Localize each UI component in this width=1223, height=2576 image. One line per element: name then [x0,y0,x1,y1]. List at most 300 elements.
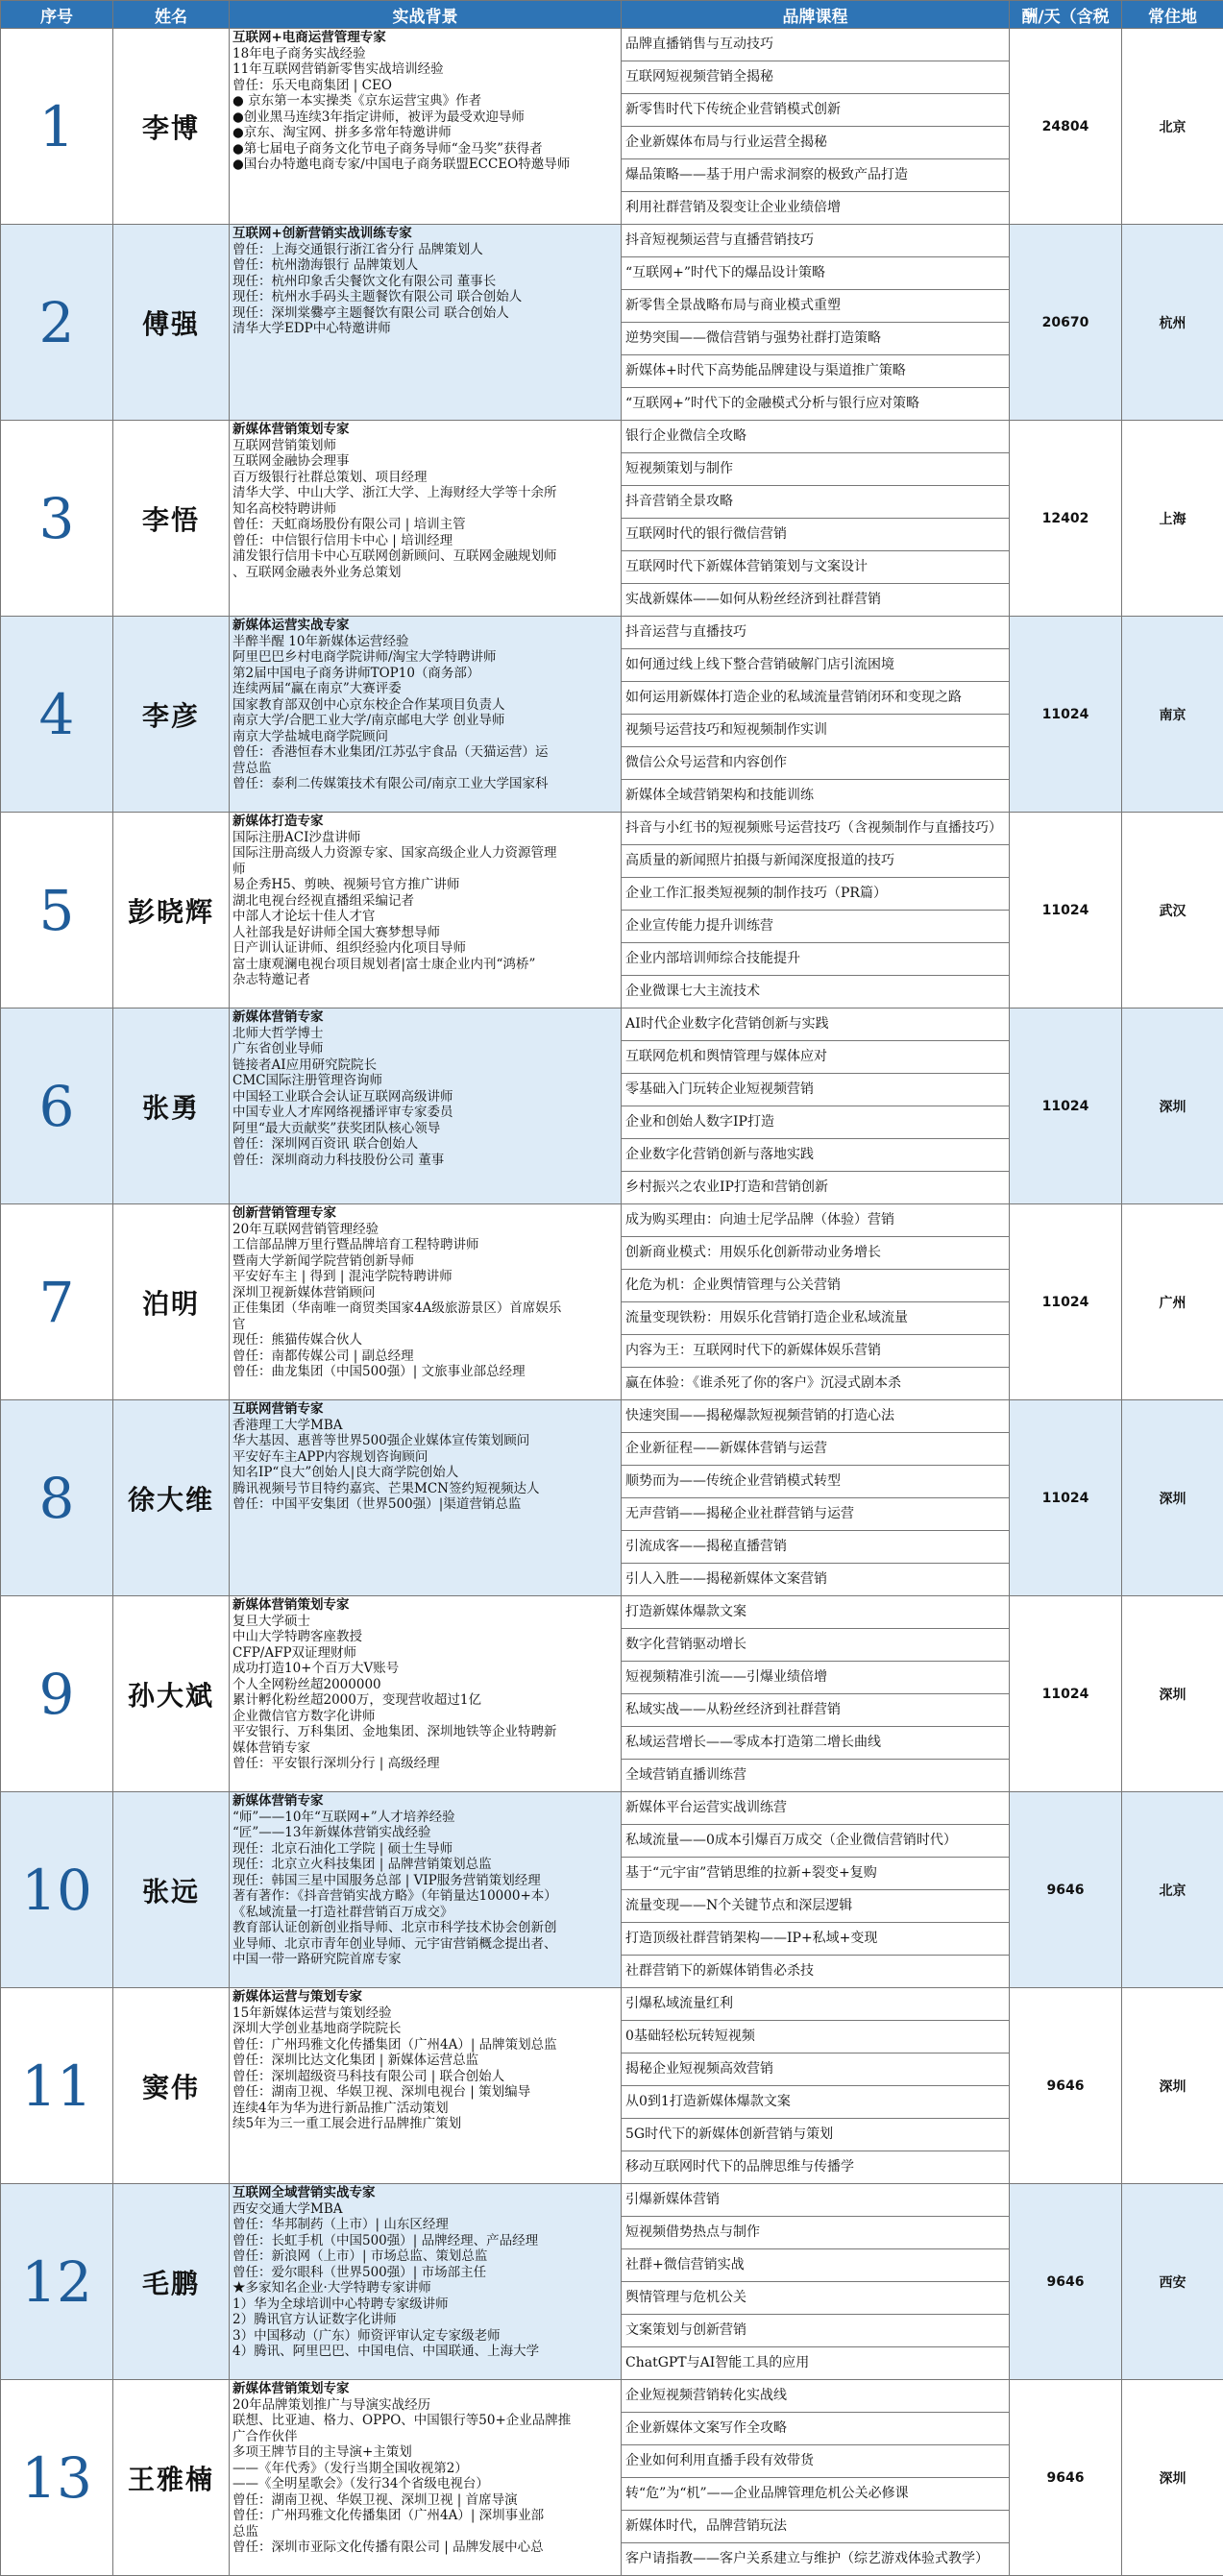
row-number: 13 [1,2380,113,2576]
course-item: 乡村振兴之农业IP打造和营销创新 [622,1172,1009,1203]
course-item: “互联网+”时代下的金融模式分析与银行应对策略 [622,388,1009,420]
row-number: 8 [1,1400,113,1596]
trainer-name: 彭晓辉 [113,813,230,1009]
trainer-name: 傅强 [113,225,230,421]
course-item: 抖音营销全景攻略 [622,486,1009,519]
course-item: 赢在体验：《谁杀死了你的客户》沉浸式剧本杀 [622,1368,1009,1399]
background-cell [230,2184,622,2380]
background-line: ★多家知名企业·大学特聘专家讲师 [232,2280,618,2297]
background-line: 曾任：深圳网百资讯 联合创始人 [232,1136,618,1153]
background-line: 师 [232,862,618,878]
background-line: 现任：韩国三星中国服务总部 | VIP服务营销策划经理 [232,1873,618,1889]
background-line: 现任：深圳棠爨亭主题餐饮有限公司 联合创始人 [232,305,618,322]
course-item: 抖音与小红书的短视频账号运营技巧（含视频制作与直播技巧） [622,813,1009,845]
background-line: 第2届中国电子商务讲师TOP10（商务部） [232,666,618,682]
background-line: 杂志特邀记者 [232,972,618,988]
background-line: 企业微信官方数字化讲师 [232,1709,618,1725]
course-item: 实战新媒体——如何从粉丝经济到社群营销 [622,584,1009,616]
background-line: “师”——10年“互联网+”人才培养经验 [232,1810,618,1826]
header-name: 姓名 [113,1,230,29]
background-line: 百万级银行社群总策划、项目经理 [232,470,618,486]
trainer-name: 王雅楠 [113,2380,230,2576]
background-line: 互联网营销策划师 [232,438,618,454]
background-line: 曾任：深圳比达文化集团 | 新媒体运营总监 [232,2053,618,2069]
background-line: 中部人才论坛十佳人才官 [232,909,618,925]
table-row [1,421,1223,617]
expert-title: 互联网+电商运营管理专家 [232,30,618,46]
background-line: 业导师、北京市青年创业导师、元宇宙营销概念提出者、 [232,1936,618,1953]
trainer-name: 张远 [113,1792,230,1988]
background-line: 曾任：长虹手机（中国500强）| 品牌经理、产品经理 [232,2233,618,2249]
background-line: 个人全网粉丝超2000000 [232,1677,618,1693]
expert-title: 新媒体运营与策划专家 [232,1989,618,2005]
course-item: 私域运营增长——零成本打造第二增长曲线 [622,1727,1009,1760]
background-line: 易企秀H5、剪映、视频号官方推广讲师 [232,877,618,893]
expert-title: 互联网+创新营销实战训练专家 [232,226,618,242]
background-line: 曾任：上海交通银行浙江省分行 品牌策划人 [232,242,618,258]
course-item: 流量变现——N个关键节点和深层逻辑 [622,1890,1009,1923]
background-line: 广合作伙伴 [232,2429,618,2445]
row-number: 12 [1,2184,113,2380]
course-item: 新零售时代下传统企业营销模式创新 [622,94,1009,127]
background-line: 深圳卫视新媒体营销顾问 [232,1285,618,1301]
background-line: 著有著作：《抖音营销实战方略》（年销量达10000+本） [232,1888,618,1905]
background-cell [230,1596,622,1792]
row-number: 6 [1,1009,113,1204]
background-line: 南京大学/合肥工业大学/南京邮电大学 创业导师 [232,713,618,729]
course-item: 数字化营销驱动增长 [622,1629,1009,1662]
background-line: 工信部品牌万里行暨品牌培育工程特聘讲师 [232,1237,618,1253]
course-item: 品牌直播销售与互动技巧 [622,29,1009,61]
background-line: 国际注册高级人力资源专家、国家高级企业人力资源管理 [232,845,618,862]
daily-fee: 9646 [1010,2184,1122,2380]
row-number: 9 [1,1596,113,1792]
background-cell [230,813,622,1009]
course-item: 新媒体+时代下高势能品牌建设与渠道推广策略 [622,355,1009,388]
background-cell [230,421,622,617]
city: 深圳 [1122,1009,1223,1204]
expert-title: 新媒体营销策划专家 [232,422,618,438]
header-row [1,1,1223,29]
background-line: 2）腾讯官方认证数字化讲师 [232,2312,618,2328]
course-cell [622,1204,1010,1400]
background-line: 曾任：湖南卫视、华娱卫视、深圳电视台 | 策划编导 [232,2084,618,2101]
background-line: 连续两届“赢在南京”大赛评委 [232,681,618,697]
background-line: 正佳集团（华南唯一商贸类国家4A级旅游景区）首席娱乐 [232,1300,618,1317]
course-item: 互联网危机和舆情管理与媒体应对 [622,1041,1009,1074]
course-cell [622,1400,1010,1596]
header-background: 实战背景 [230,1,622,29]
background-line: 北师大哲学博士 [232,1026,618,1042]
background-line: 曾任：广州玛雅文化传播集团（广州4A）| 深圳事业部 [232,2508,618,2524]
city: 武汉 [1122,813,1223,1009]
background-line: 清华大学、中山大学、浙江大学、上海财经大学等十余所 [232,485,618,501]
header-city: 常住地 [1122,1,1223,29]
city: 北京 [1122,29,1223,225]
course-item: 企业数字化营销创新与落地实践 [622,1139,1009,1172]
trainer-name: 李悟 [113,421,230,617]
course-cell [622,1009,1010,1204]
background-line: 曾任：平安银行深圳分行 | 高级经理 [232,1756,618,1772]
course-item: 零基础入门玩转企业短视频营销 [622,1074,1009,1106]
course-item: 基于“元宇宙”营销思维的拉新+裂变+复购 [622,1858,1009,1890]
background-line: 广东省创业导师 [232,1041,618,1057]
background-line: 官 [232,1317,618,1333]
background-line: 曾任：乐天电商集团 | CEO [232,78,618,94]
background-line: 曾任：深圳商动力科技股份公司 董事 [232,1153,618,1169]
background-line: 西安交通大学MBA [232,2201,618,2218]
course-item: 转“危”为“机”——企业品牌管理危机公关必修课 [622,2478,1009,2511]
background-line: 国际注册ACI沙盘讲师 [232,830,618,846]
city: 南京 [1122,617,1223,813]
course-item: 高质量的新闻照片拍摄与新闻深度报道的技巧 [622,845,1009,878]
course-cell [622,813,1010,1009]
course-item: 如何运用新媒体打造企业的私域流量营销闭环和变现之路 [622,682,1009,715]
table-row [1,1204,1223,1400]
background-line: “匠”——13年新媒体营销实战经验 [232,1825,618,1841]
background-line: 暨南大学新闻学院营销创新导师 [232,1253,618,1270]
background-line: 湖北电视台经视直播组采编记者 [232,893,618,910]
course-item: 企业微课七大主流技术 [622,976,1009,1008]
course-item: 抖音运营与直播技巧 [622,617,1009,649]
background-line: 曾任：爱尔眼科（世界500强）| 市场部主任 [232,2265,618,2281]
background-line: 现任：杭州印象舌尖餐饮文化有限公司 董事长 [232,274,618,290]
expert-title: 互联网营销专家 [232,1401,618,1418]
expert-title: 新媒体营销专家 [232,1009,618,1026]
background-line: 成功打造10+个百万大V账号 [232,1661,618,1677]
expert-title: 新媒体营销专家 [232,1793,618,1810]
daily-fee: 11024 [1010,1596,1122,1792]
background-line: CMC国际注册管理咨询师 [232,1073,618,1089]
background-line: 腾讯视频号节目特约嘉宾、芒果MCN签约短视频达人 [232,1481,618,1497]
city: 杭州 [1122,225,1223,421]
background-line: ●京东、淘宝网、拼多多常年特邀讲师 [232,125,618,141]
trainer-name: 李博 [113,29,230,225]
background-line: 人社部我是好讲师全国大赛梦想导师 [232,925,618,941]
background-line: 南京大学盐城电商学院顾问 [232,729,618,745]
background-line: 曾任：湖南卫视、华娱卫视、深圳卫视 | 首席导演 [232,2492,618,2509]
course-item: 抖音短视频运营与直播营销技巧 [622,225,1009,257]
daily-fee: 11024 [1010,617,1122,813]
background-line: 现任：熊猫传媒合伙人 [232,1332,618,1349]
course-item: 企业宣传能力提升训练营 [622,911,1009,943]
background-line: ●国台办特邀电商专家/中国电子商务联盟ECCEO特邀导师 [232,157,618,173]
trainer-name: 徐大维 [113,1400,230,1596]
background-line: 营总监 [232,761,618,777]
background-line: 知名IP“良大”创始人|良大商学院创始人 [232,1465,618,1481]
table-row [1,1009,1223,1204]
background-line: 4）腾讯、阿里巴巴、中国电信、中国联通、上海大学 [232,2344,618,2360]
course-item: 私域流量——0成本引爆百万成交（企业微信营销时代） [622,1825,1009,1858]
header-no: 序号 [1,1,113,29]
background-line: 15年新媒体运营与策划经验 [232,2005,618,2022]
daily-fee: 24804 [1010,29,1122,225]
row-number: 10 [1,1792,113,1988]
city: 北京 [1122,1792,1223,1988]
background-line: 中国轻工业联合会认证互联网高级讲师 [232,1089,618,1106]
course-item: 引流成客——揭秘直播营销 [622,1531,1009,1564]
background-line: 现任：北京立火科技集团 | 品牌营销策划总监 [232,1857,618,1873]
background-line: 20年互联网营销管理经验 [232,1222,618,1238]
course-item: 文案策划与创新营销 [622,2315,1009,2347]
background-cell [230,29,622,225]
table-row [1,1792,1223,1988]
background-line: 浦发银行信用卡中心互联网创新顾问、互联网金融规划师 [232,548,618,565]
trainer-name: 泊明 [113,1204,230,1400]
daily-fee: 11024 [1010,1009,1122,1204]
expert-title: 新媒体营销策划专家 [232,2381,618,2397]
course-item: 企业内部培训师综合技能提升 [622,943,1009,976]
course-item: 化危为机：企业舆情管理与公关营销 [622,1270,1009,1302]
expert-title: 新媒体打造专家 [232,814,618,830]
course-item: 揭秘企业短视频高效营销 [622,2054,1009,2086]
expert-title: 互联网全域营销实战专家 [232,2185,618,2201]
background-line: 曾任：中信银行信用卡中心 | 培训经理 [232,533,618,549]
course-item: 短视频精准引流——引爆业绩倍增 [622,1662,1009,1694]
course-item: 引爆新媒体营销 [622,2184,1009,2217]
background-line: 国家教育部双创中心京东校企合作某项目负责人 [232,697,618,714]
background-line: 清华大学EDP中心特邀讲师 [232,321,618,337]
course-item: 新零售全景战略布局与商业模式重塑 [622,290,1009,323]
background-line: 中国一带一路研究院首席专家 [232,1952,618,1968]
background-line: 曾任：香港恒春木业集团/江苏弘宇食品（天猫运营）运 [232,744,618,761]
background-line: ● 京东第一本实操类《京东运营宝典》作者 [232,93,618,109]
header-fee: 酬/天（含税 [1010,1,1122,29]
background-line: 曾任：深圳超级资马科技有限公司 | 联合创始人 [232,2069,618,2085]
course-cell [622,2184,1010,2380]
course-item: AI时代企业数字化营销创新与实践 [622,1009,1009,1041]
course-item: 引爆私域流量红利 [622,1988,1009,2021]
course-cell [622,29,1010,225]
course-item: 新媒体平台运营实战训练营 [622,1792,1009,1825]
course-item: 企业如何利用直播手段有效带货 [622,2445,1009,2478]
daily-fee: 11024 [1010,1204,1122,1400]
daily-fee: 12402 [1010,421,1122,617]
background-line: 续5年为三一重工展会进行品牌推广策划 [232,2116,618,2132]
course-item: 互联网时代下新媒体营销策划与文案设计 [622,551,1009,584]
course-item: 社群+微信营销实战 [622,2249,1009,2282]
trainer-name: 李彦 [113,617,230,813]
course-cell [622,421,1010,617]
background-line: 总监 [232,2524,618,2540]
city: 深圳 [1122,1988,1223,2184]
background-line: 曾任：南都传媒公司 | 副总经理 [232,1349,618,1365]
course-item: 企业和创始人数字IP打造 [622,1106,1009,1139]
row-number: 11 [1,1988,113,2184]
table-row [1,225,1223,421]
course-item: 成为购买理由：向迪士尼学品牌（体验）营销 [622,1204,1009,1237]
background-line: 中国专业人才库网络视播评审专家委员 [232,1105,618,1121]
background-line: 11年互联网营销新零售实战培训经验 [232,61,618,78]
row-number: 4 [1,617,113,813]
table-row [1,2380,1223,2576]
background-line: 现任：杭州水手码头主题餐饮有限公司 联合创始人 [232,289,618,305]
row-number: 2 [1,225,113,421]
background-cell [230,1792,622,1988]
trainer-name: 孙大斌 [113,1596,230,1792]
trainer-name: 窦伟 [113,1988,230,2184]
background-line: 曾任：中国平安集团（世界500强）|渠道营销总监 [232,1496,618,1513]
background-line: ——《年代秀》（发行当期全国收视第2） [232,2461,618,2477]
course-item: 企业新征程——新媒体营销与运营 [622,1433,1009,1466]
course-item: 从0到1打造新媒体爆款文案 [622,2086,1009,2119]
course-item: 快速突围——揭秘爆款短视频营销的打造心法 [622,1400,1009,1433]
daily-fee: 11024 [1010,1400,1122,1596]
background-line: 半醉半醒 10年新媒体运营经验 [232,634,618,650]
city: 深圳 [1122,1596,1223,1792]
table-row [1,1596,1223,1792]
background-line: 20年品牌策划推广与导演实战经历 [232,2397,618,2414]
background-line: 1）华为全球培训中心特聘专家级讲师 [232,2297,618,2313]
trainer-name: 毛鹏 [113,2184,230,2380]
daily-fee: 9646 [1010,2380,1122,2576]
course-item: 互联网时代的银行微信营销 [622,519,1009,551]
course-item: 新媒体全域营销架构和技能训练 [622,780,1009,812]
table-row [1,29,1223,225]
course-cell [622,1988,1010,2184]
background-line: 中山大学特聘客座教授 [232,1629,618,1645]
city: 深圳 [1122,2380,1223,2576]
daily-fee: 11024 [1010,813,1122,1009]
course-item: 私域实战——从粉丝经济到社群营销 [622,1694,1009,1727]
course-item: 无声营销——揭秘企业社群营销与运营 [622,1498,1009,1531]
background-line: 互联网金融协会理事 [232,453,618,470]
course-item: 如何通过线上线下整合营销破解门店引流困境 [622,649,1009,682]
course-item: 流量变现铁粉：用娱乐化营销打造企业私域流量 [622,1302,1009,1335]
background-line: 知名高校特聘讲师 [232,501,618,518]
background-line: ●第七届电子商务文化节电子商务导师“金马奖”获得者 [232,141,618,158]
background-line: 、互联网金融表外业务总策划 [232,565,618,581]
city: 西安 [1122,2184,1223,2380]
background-line: 连续4年为华为进行新品推广活动策划 [232,2101,618,2117]
course-item: 视频号运营技巧和短视频制作实训 [622,715,1009,747]
background-cell [230,617,622,813]
daily-fee: 9646 [1010,1792,1122,1988]
background-line: 曾任：广州玛雅文化传播集团（广州4A）| 品牌策划总监 [232,2037,618,2054]
course-item: 微信公众号运营和内容创作 [622,747,1009,780]
row-number: 5 [1,813,113,1009]
course-cell [622,2380,1010,2576]
course-item: 新媒体时代，品牌营销玩法 [622,2511,1009,2543]
course-item: 移动互联网时代下的品牌思维与传播学 [622,2151,1009,2183]
table-row [1,2184,1223,2380]
course-item: 客户请指教——客户关系建立与维护（综艺游戏体验式教学） [622,2543,1009,2575]
background-cell [230,1204,622,1400]
course-item: 社群营销下的新媒体销售必杀技 [622,1956,1009,1987]
row-number: 3 [1,421,113,617]
course-item: 0基础轻松玩转短视频 [622,2021,1009,2054]
background-line: 平安好车主 | 得到 | 混沌学院特聘讲师 [232,1269,618,1285]
course-item: ChatGPT与AI智能工具的应用 [622,2347,1009,2379]
background-line: 曾任：曲龙集团（中国500强）| 文旅事业部总经理 [232,1364,618,1380]
row-number: 7 [1,1204,113,1400]
course-cell [622,1596,1010,1792]
daily-fee: 20670 [1010,225,1122,421]
course-item: 5G时代下的新媒体创新营销与策划 [622,2119,1009,2151]
course-item: 短视频策划与制作 [622,453,1009,486]
background-line: 曾任：杭州渤海银行 品牌策划人 [232,257,618,274]
table-row [1,617,1223,813]
course-item: 企业工作汇报类短视频的制作技巧（PR篇） [622,878,1009,911]
course-item: 打造新媒体爆款文案 [622,1596,1009,1629]
background-line: 复旦大学硕士 [232,1614,618,1630]
background-line: 香港理工大学MBA [232,1418,618,1434]
course-cell [622,225,1010,421]
course-item: 企业新媒体布局与行业运营全揭秘 [622,127,1009,159]
course-item: 利用社群营销及裂变让企业业绩倍增 [622,192,1009,224]
background-line: 平安好车主APP内容规划咨询顾问 [232,1449,618,1466]
course-item: 企业新媒体文案写作全攻略 [622,2413,1009,2445]
background-line: 深圳大学创业基地商学院院长 [232,2021,618,2037]
trainer-name: 张勇 [113,1009,230,1204]
course-item: 企业短视频营销转化实战线 [622,2380,1009,2413]
city: 深圳 [1122,1400,1223,1596]
city: 上海 [1122,421,1223,617]
course-item: 互联网短视频营销全揭秘 [622,61,1009,94]
city: 广州 [1122,1204,1223,1400]
background-line: 18年电子商务实战经验 [232,46,618,62]
background-line: 平安银行、万科集团、金地集团、深圳地铁等企业特聘新 [232,1724,618,1740]
course-item: 全域营销直播训练营 [622,1760,1009,1791]
background-line: 华大基因、惠普等世界500强企业媒体宣传策划顾问 [232,1433,618,1449]
table-row [1,1988,1223,2184]
background-line: 阿里“最大贡献奖”获奖团队核心领导 [232,1121,618,1137]
background-line: ——《全明星歌会》（发行34个省级电视台） [232,2476,618,2492]
background-cell [230,1400,622,1596]
background-line: 现任：北京石油化工学院 | 硕士生导师 [232,1841,618,1858]
course-item: “互联网+”时代下的爆品设计策略 [622,257,1009,290]
background-line: 曾任：华邦制药（上市）| 山东区经理 [232,2217,618,2233]
background-line: 曾任：天虹商场股份有限公司 | 培训主管 [232,517,618,533]
background-line: 阿里巴巴乡村电商学院讲师/淘宝大学特聘讲师 [232,649,618,666]
expert-title: 新媒体运营实战专家 [232,618,618,634]
background-line: 累计孵化粉丝超2000万，变现营收超过1亿 [232,1692,618,1709]
background-line: ●创业黑马连续3年指定讲师，被评为最受欢迎导师 [232,109,618,126]
background-cell [230,1009,622,1204]
row-number: 1 [1,29,113,225]
background-cell [230,2380,622,2576]
course-item: 引人入胜——揭秘新媒体文案营销 [622,1564,1009,1595]
table-row [1,1400,1223,1596]
background-line: 链接者AI应用研究院院长 [232,1057,618,1074]
expert-title: 创新营销管理专家 [232,1205,618,1222]
course-cell [622,1792,1010,1988]
course-item: 短视频借势热点与制作 [622,2217,1009,2249]
background-cell [230,1988,622,2184]
background-line: 富士康观澜电视台项目规划者|富士康企业内刊“鸿桥” [232,957,618,973]
background-line: 日产训认证讲师、组织经验内化项目导师 [232,940,618,957]
background-cell [230,225,622,421]
course-item: 内容为王：互联网时代下的新媒体娱乐营销 [622,1335,1009,1368]
course-item: 打造顶级社群营销架构——IP+私域+变现 [622,1923,1009,1956]
background-line: 曾任：泰利二传媒策技术有限公司/南京工业大学国家科 [232,776,618,792]
background-line: 教育部认证创新创业指导师、北京市科学技术协会创新创 [232,1920,618,1936]
background-line: 媒体营销专家 [232,1740,618,1757]
background-line: 3）中国移动（广东）师资评审认定专家级老师 [232,2328,618,2345]
course-item: 顺势而为——传统企业营销模式转型 [622,1466,1009,1498]
expert-title: 新媒体营销策划专家 [232,1597,618,1614]
background-line: 《私域流量一打造社群营销百万成交》 [232,1905,618,1921]
background-line: 联想、比亚迪、格力、OPPO、中国银行等50+企业品牌推 [232,2413,618,2429]
course-item: 银行企业微信全攻略 [622,421,1009,453]
course-item: 创新商业模式：用娱乐化创新带动业务增长 [622,1237,1009,1270]
background-line: 曾任：深圳市亚际文化传播有限公司 | 品牌发展中心总 [232,2540,618,2556]
course-item: 逆势突围——微信营销与强势社群打造策略 [622,323,1009,355]
background-line: 曾任：新浪网（上市）| 市场总监、策划总监 [232,2248,618,2265]
course-item: 爆品策略——基于用户需求洞察的极致产品打造 [622,159,1009,192]
header-course: 品牌课程 [622,1,1010,29]
course-item: 舆情管理与危机公关 [622,2282,1009,2315]
